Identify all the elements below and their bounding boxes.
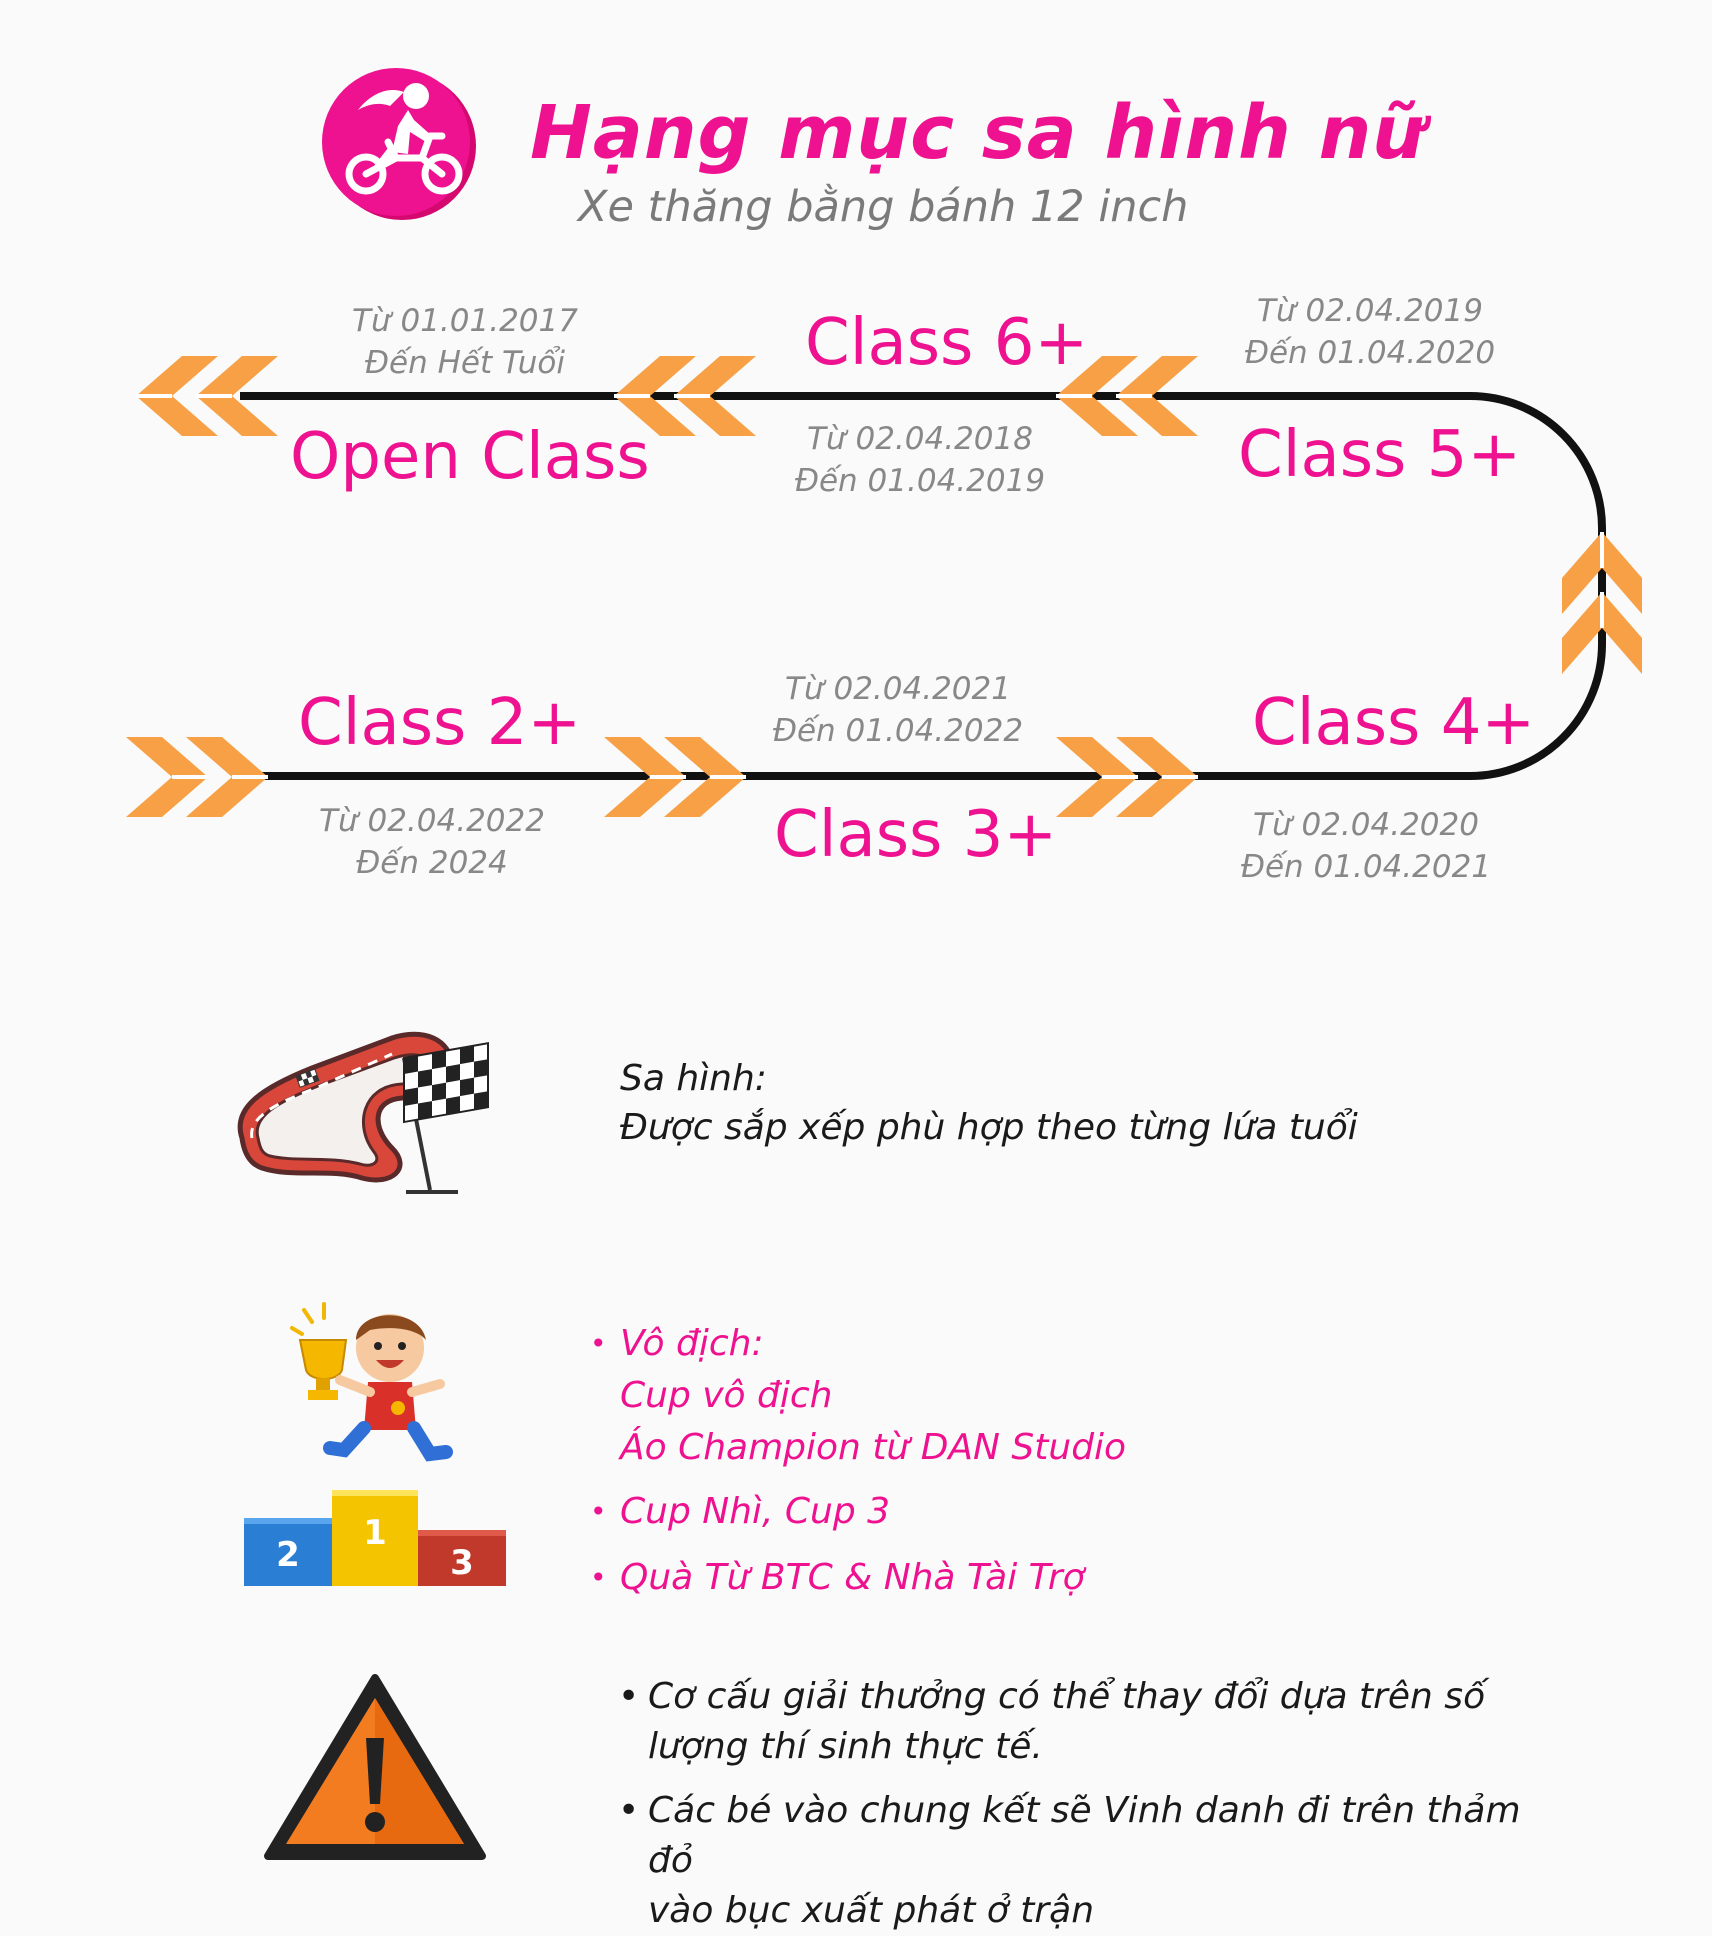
checkered-flag-icon <box>378 1040 498 1200</box>
trophy-kid-icon <box>290 1300 460 1470</box>
track-info-text: Được sắp xếp phù hợp theo từng lứa tuổi <box>620 1107 1358 1148</box>
podium-icon <box>244 1490 506 1586</box>
prize-item-champion: • Vô địch: Cup vô địch Áo Champion từ DAN Studio <box>590 1323 1127 1468</box>
prize-item-gifts: • Quà Từ BTC & Nhà Tài Trợ <box>590 1557 1085 1598</box>
podium-second: 2 <box>244 1518 332 1586</box>
track-info <box>620 1054 1358 1152</box>
track-info-heading: Sa hình: <box>620 1058 767 1099</box>
class-date-2: Từ 02.04.2022 Đến 2024 <box>319 803 545 881</box>
class-label-4: Class 4+ <box>1252 686 1536 760</box>
podium-third: 3 <box>418 1530 506 1586</box>
class-label-5: Class 5+ <box>1238 418 1522 492</box>
page-subtitle: Xe thăng bằng bánh 12 inch <box>578 182 1189 232</box>
note-2: • Các bé vào chung kết sẽ Vinh danh đi trên thảm đỏ vào bục xuất phát ở trận <box>618 1790 1521 1931</box>
class-date-5: Từ 02.04.2019 Đến 01.04.2020 <box>1244 293 1496 371</box>
warning-icon <box>262 1672 488 1862</box>
class-date-open: Từ 01.01.2017 Đến Hết Tuổi <box>352 303 578 381</box>
note-1: • Cơ cấu giải thưởng có thể thay đổi dựa trên số lượng thí sinh thực tế. <box>618 1676 1486 1767</box>
class-label-3: Class 3+ <box>774 798 1058 872</box>
class-date-3: Từ 02.04.2021 Đến 01.04.2022 <box>772 671 1024 749</box>
class-date-6: Từ 02.04.2018 Đến 01.04.2019 <box>794 421 1046 499</box>
page-title: Hạng mục sa hình nữ <box>530 90 1426 176</box>
class-date-4: Từ 02.04.2020 Đến 01.04.2021 <box>1240 807 1492 885</box>
class-label-6: Class 6+ <box>805 306 1089 380</box>
class-label-open: Open Class <box>290 420 650 494</box>
podium-first: 1 <box>332 1490 418 1586</box>
class-label-2: Class 2+ <box>298 686 582 760</box>
prize-item-runner-up: • Cup Nhì, Cup 3 <box>590 1491 891 1532</box>
